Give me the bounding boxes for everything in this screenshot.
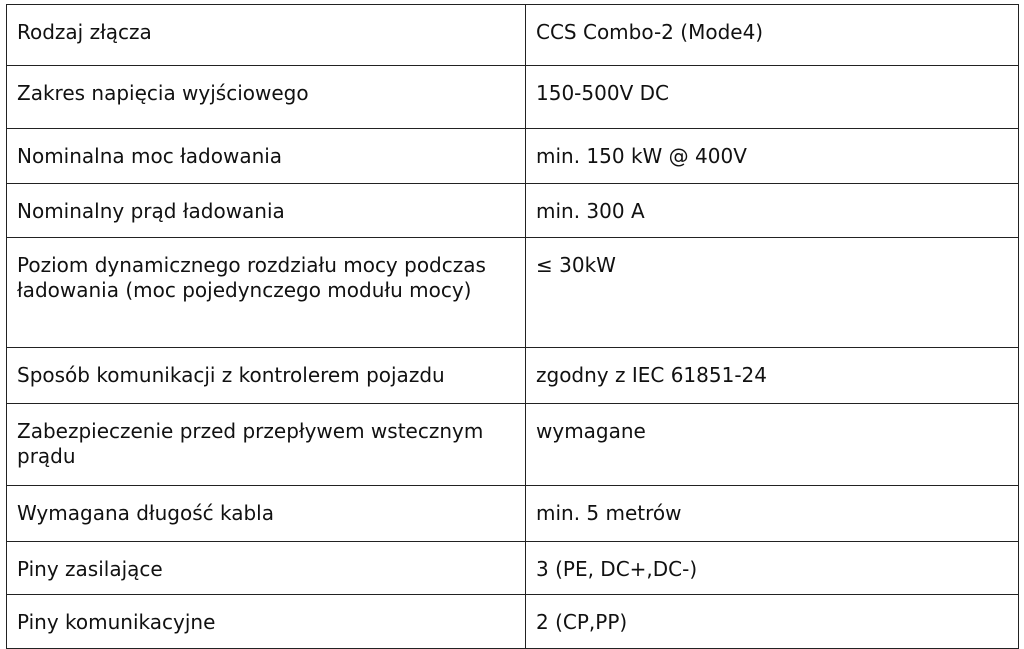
row-label: Zabezpieczenie przed przepływem wstecznym prądu (7, 404, 526, 486)
row-label: Sposób komunikacji z kontrolerem pojazdu (7, 348, 526, 404)
row-label: Wymagana długość kabla (7, 486, 526, 542)
table-row (7, 542, 1019, 595)
row-label: Nominalny prąd ładowania (7, 184, 526, 238)
row-value: wymagane (526, 404, 1019, 486)
row-value: min. 5 metrów (526, 486, 1019, 542)
row-value: ≤ 30kW (526, 238, 1019, 348)
row-label: Zakres napięcia wyjściowego (7, 66, 526, 129)
row-label: Poziom dynamicznego rozdziału mocy podczas ładowania (moc pojedynczego modułu mocy) (7, 238, 526, 348)
table-row (7, 486, 1019, 542)
row-label: Rodzaj złącza (7, 5, 526, 66)
table-row (7, 348, 1019, 404)
row-label: Nominalna moc ładowania (7, 129, 526, 184)
table-row (7, 404, 1019, 486)
row-label: Piny komunikacyjne (7, 595, 526, 649)
row-value: CCS Combo-2 (Mode4) (526, 5, 1019, 66)
table-row (7, 595, 1019, 649)
table-row (7, 129, 1019, 184)
table-row (7, 5, 1019, 66)
row-value: zgodny z IEC 61851-24 (526, 348, 1019, 404)
table-row (7, 184, 1019, 238)
spec-table (6, 4, 1019, 649)
table-row (7, 66, 1019, 129)
row-value: 2 (CP,PP) (526, 595, 1019, 649)
row-value: min. 150 kW @ 400V (526, 129, 1019, 184)
row-value: min. 300 A (526, 184, 1019, 238)
row-value: 3 (PE, DC+,DC-) (526, 542, 1019, 595)
row-label: Piny zasilające (7, 542, 526, 595)
row-value: 150-500V DC (526, 66, 1019, 129)
table-row (7, 238, 1019, 348)
